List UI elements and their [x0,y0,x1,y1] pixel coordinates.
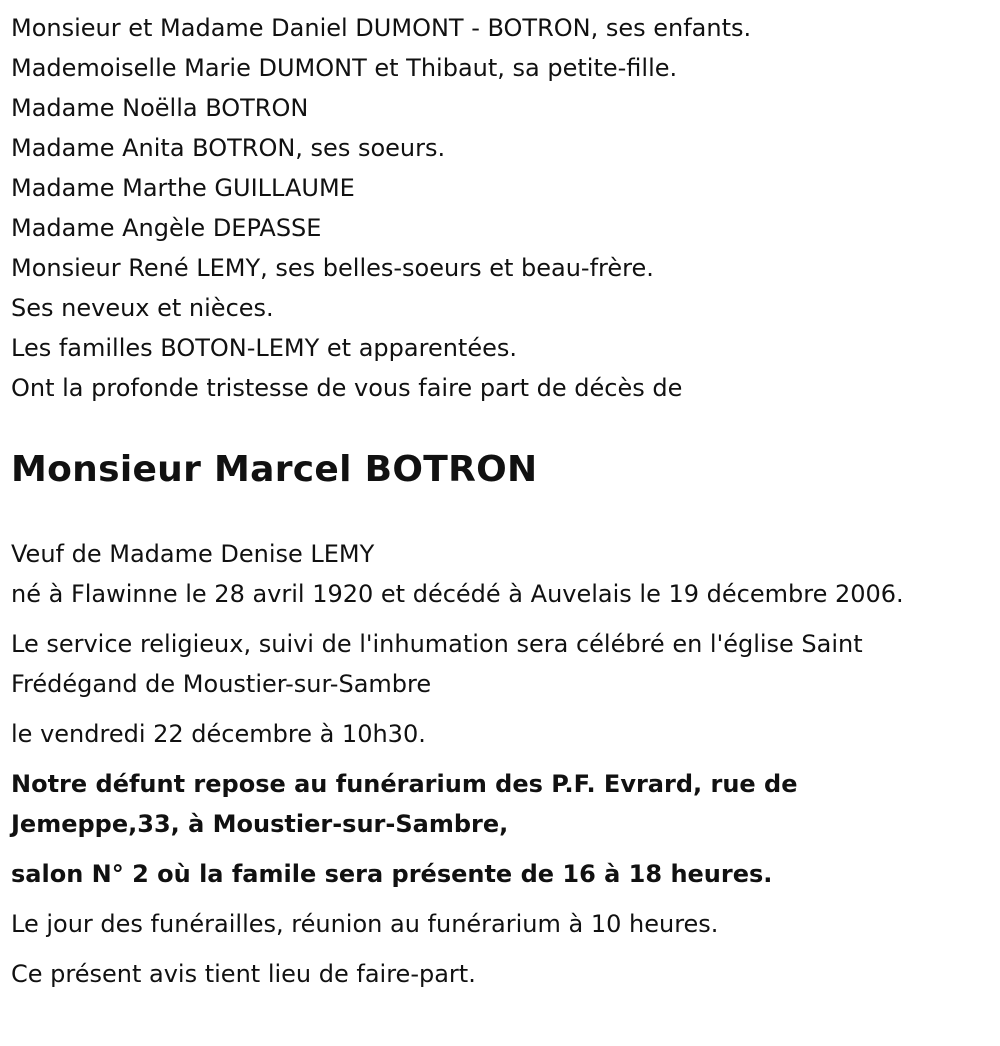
family-list [11,8,991,408]
funeral-meeting: Le jour des funérailles, réunion au funérarium à 10 heures. [11,910,719,938]
service-date: le vendredi 22 décembre à 10h30. [11,720,426,748]
family-line: Madame Anita BOTRON, ses soeurs. [11,134,446,162]
salon-info: salon N° 2 où la famile sera présente de 16 à 18 heures. [11,860,773,888]
deceased-name: Monsieur Marcel BOTRON [11,449,538,490]
family-line: Les familles BOTON-LEMY et apparentées. [11,334,517,362]
family-line: Mademoiselle Marie DUMONT et Thibaut, sa petite-fille. [11,54,678,82]
family-line: Monsieur René LEMY, ses belles-soeurs et beau-frère. [11,254,654,282]
family-line: Monsieur et Madame Daniel DUMONT - BOTRON, ses enfants. [11,14,752,42]
obituary-notice [11,8,991,1004]
birth-death-info: né à Flawinne le 28 avril 1920 et décédé à Auvelais le 19 décembre 2006. [11,580,904,608]
rest-location: Notre défunt repose au funérarium des P.F. Evrard, rue de Jemeppe,33, à Moustier-sur-Sambre, [11,770,798,838]
notice-text: Ce présent avis tient lieu de faire-part. [11,960,476,988]
family-line: Madame Marthe GUILLAUME [11,174,355,202]
widow-of: Veuf de Madame Denise LEMY [11,540,375,568]
announcement-line: Ont la profonde tristesse de vous faire part de décès de [11,374,683,402]
family-line: Madame Angèle DEPASSE [11,214,322,242]
service-info: Le service religieux, suivi de l'inhumation sera célébré en l'église Saint Frédégand de Moustier-sur-Sambre [11,630,863,698]
family-line: Ses neveux et nièces. [11,294,274,322]
family-line: Madame Noëlla BOTRON [11,94,309,122]
